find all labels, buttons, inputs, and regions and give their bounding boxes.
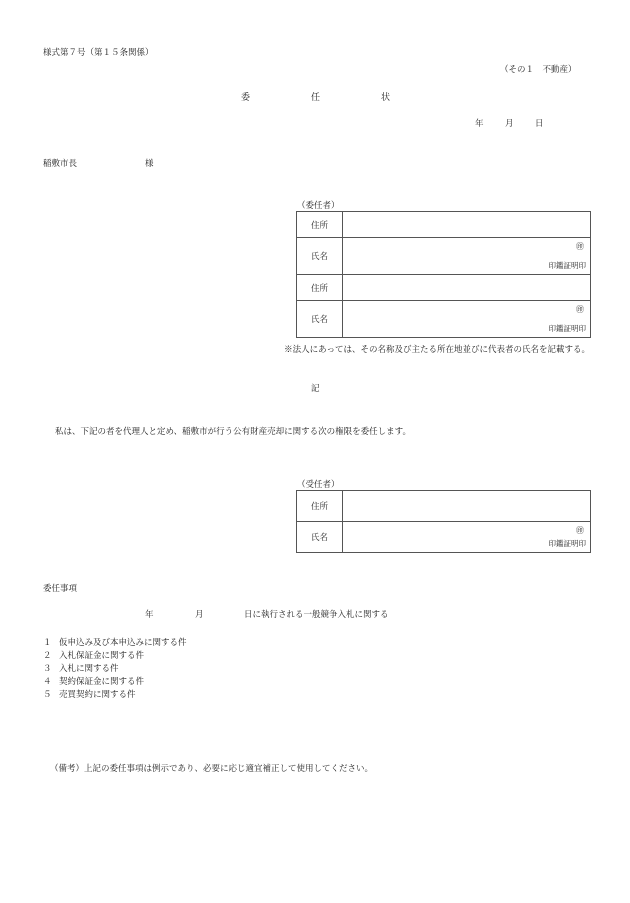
agent-address-label: 住所 xyxy=(297,491,343,522)
addressee xyxy=(43,157,243,169)
item-text: 契約保証金に関する件 xyxy=(59,677,145,687)
principal2-name-field[interactable] xyxy=(343,301,591,338)
list-item xyxy=(43,662,187,675)
item-text: 売買契約に関する件 xyxy=(59,690,136,700)
addressee-honorific: 様 xyxy=(145,159,154,169)
agent-name-label: 氏名 xyxy=(297,522,343,553)
principal2-name-label: 氏名 xyxy=(297,301,343,338)
date-line xyxy=(0,117,630,129)
agent-heading: （受任者） xyxy=(297,480,340,490)
title-char-3: 状 xyxy=(381,93,391,103)
item-number: ５ xyxy=(43,690,52,700)
seal-mark-icon: ㊞ xyxy=(576,526,584,535)
principal1-name-label: 氏名 xyxy=(297,238,343,275)
date-day: 日 xyxy=(535,119,544,129)
seal-mark-icon: ㊞ xyxy=(576,305,584,314)
item-number: １ xyxy=(43,638,52,648)
list-item xyxy=(43,636,187,649)
item-text: 仮申込み及び本申込みに関する件 xyxy=(59,638,187,648)
corporate-note: ※法人にあっては、その名称及び主たる所在地並びに代表者の氏名を記載する。 xyxy=(284,345,590,355)
delegation-year: 年 xyxy=(145,610,154,620)
agent-table xyxy=(296,490,591,553)
item-text: 入札保証金に関する件 xyxy=(59,651,145,661)
delegation-date-line xyxy=(0,608,630,620)
principal-heading: （委任者） xyxy=(297,201,340,211)
delegation-heading: 委任事項 xyxy=(43,584,78,594)
seal-mark-icon: ㊞ xyxy=(576,242,584,251)
addressee-name: 稲敷市長 xyxy=(43,159,78,169)
date-month: 月 xyxy=(505,119,514,129)
principal1-name-field[interactable] xyxy=(343,238,591,275)
title-char-1: 委 xyxy=(241,93,251,103)
form-variant: （その１ 不動産） xyxy=(500,65,577,75)
date-year: 年 xyxy=(475,119,484,129)
list-item xyxy=(43,688,187,701)
item-number: ４ xyxy=(43,677,52,687)
list-item xyxy=(43,649,187,662)
principal2-address-label: 住所 xyxy=(297,275,343,301)
title-char-2: 任 xyxy=(311,93,321,103)
list-item xyxy=(43,675,187,688)
principal1-address-field[interactable] xyxy=(343,212,591,238)
delegation-statement: 私は、下記の者を代理人と定め、稲敷市が行う公有財産売却に関する次の権限を委任します。 xyxy=(55,427,411,437)
principal-table xyxy=(296,211,591,338)
agent-address-field[interactable] xyxy=(343,491,591,522)
agent-seal-note: 印鑑証明印 xyxy=(548,539,586,548)
principal1-address-label: 住所 xyxy=(297,212,343,238)
delegation-month: 月 xyxy=(195,610,204,620)
delegation-date-suffix: 日に執行される一般競争入札に関する xyxy=(244,610,389,620)
principal2-seal-note: 印鑑証明印 xyxy=(548,324,586,333)
form-number: 様式第７号（第１５条関係） xyxy=(43,48,154,58)
page-title xyxy=(0,90,630,104)
principal2-address-field[interactable] xyxy=(343,275,591,301)
principal1-seal-note: 印鑑証明印 xyxy=(548,261,586,270)
item-number: ３ xyxy=(43,664,52,674)
ki-marker: 記 xyxy=(311,384,320,394)
delegation-items xyxy=(43,636,187,701)
remark: （備考）上記の委任事項は例示であり、必要に応じ適宜補正して使用してください。 xyxy=(50,764,374,774)
item-text: 入札に関する件 xyxy=(59,664,119,674)
item-number: ２ xyxy=(43,651,52,661)
agent-name-field[interactable] xyxy=(343,522,591,553)
